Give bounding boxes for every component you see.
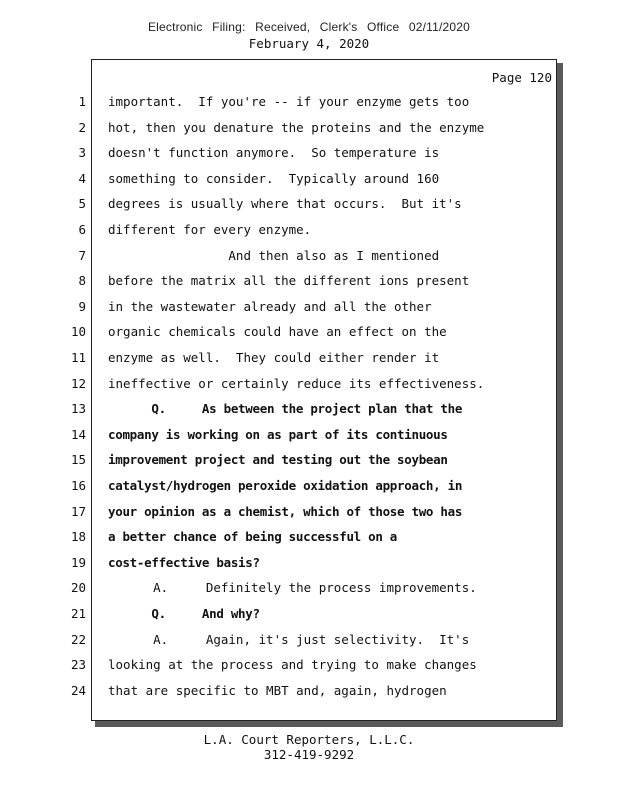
line-number: 16 <box>70 478 86 493</box>
transcript-line: organic chemicals could have an effect on the <box>108 324 447 339</box>
line-number: 22 <box>70 632 86 647</box>
line-number: 6 <box>78 222 86 237</box>
line-number: 10 <box>70 324 86 339</box>
transcript-line: your opinion as a chemist, which of those two has <box>108 504 463 519</box>
reporter-phone: 312-419-9292 <box>263 747 355 762</box>
transcript-line: cost-effective basis? <box>108 555 260 570</box>
transcript-line: degrees is usually where that occurs. But it's <box>108 196 462 211</box>
line-number: 18 <box>70 529 86 544</box>
line-number: 11 <box>70 350 86 365</box>
page-number: Page 120 <box>491 70 552 85</box>
line-number: 5 <box>78 196 86 211</box>
reporter-company: L.A. Court Reporters, L.L.C. <box>203 732 415 747</box>
transcript-line: improvement project and testing out the soybean <box>108 452 448 467</box>
transcript-line: A. Definitely the process improvements. <box>108 580 477 595</box>
line-number: 7 <box>78 248 86 263</box>
transcript-line: Q. As between the project plan that the <box>108 401 463 416</box>
line-number: 13 <box>70 401 86 416</box>
line-number: 3 <box>78 145 86 160</box>
reporter-footer <box>0 732 618 762</box>
transcript-line: different for every enzyme. <box>108 222 312 237</box>
line-number: 19 <box>70 555 86 570</box>
transcript-line: enzyme as well. They could either render it <box>108 350 440 365</box>
line-number: 21 <box>70 606 86 621</box>
transcript-line: hot, then you denature the proteins and the enzyme <box>108 120 485 135</box>
line-number: 12 <box>70 376 86 391</box>
transcript-line: company is working on as part of its continuous <box>108 427 448 442</box>
line-number: 1 <box>78 94 86 109</box>
transcript-line: a better chance of being successful on a <box>108 529 398 544</box>
transcript-line: in the wastewater already and all the other <box>108 299 432 314</box>
line-number: 14 <box>70 427 86 442</box>
transcript-line: ineffective or certainly reduce its effectiveness. <box>108 376 485 391</box>
transcript-line: something to consider. Typically around 160 <box>108 171 440 186</box>
line-number: 15 <box>70 452 86 467</box>
transcript-line: before the matrix all the different ions present <box>108 273 470 288</box>
line-number: 20 <box>70 580 86 595</box>
transcript-line: looking at the process and trying to make changes <box>108 657 477 672</box>
line-number: 23 <box>70 657 86 672</box>
transcript-line: important. If you're -- if your enzyme gets too <box>108 94 470 109</box>
transcript-line: that are specific to MBT and, again, hydrogen <box>108 683 447 698</box>
line-number: 8 <box>78 273 86 288</box>
transcript-date: February 4, 2020 <box>248 36 370 51</box>
transcript-line: A. Again, it's just selectivity. It's <box>108 632 470 647</box>
line-number: 17 <box>70 504 86 519</box>
transcript-line: And then also as I mentioned <box>108 248 440 263</box>
line-number: 9 <box>78 299 86 314</box>
line-number: 2 <box>78 120 86 135</box>
transcript-line: Q. And why? <box>108 606 260 621</box>
transcript-line: doesn't function anymore. So temperature is <box>108 145 440 160</box>
filing-stamp: Electronic Filing: Received, Clerk's Office 02/11/2020 <box>147 20 471 34</box>
transcript-line: catalyst/hydrogen peroxide oxidation approach, in <box>108 478 463 493</box>
line-number: 4 <box>78 171 86 186</box>
line-number: 24 <box>70 683 86 698</box>
